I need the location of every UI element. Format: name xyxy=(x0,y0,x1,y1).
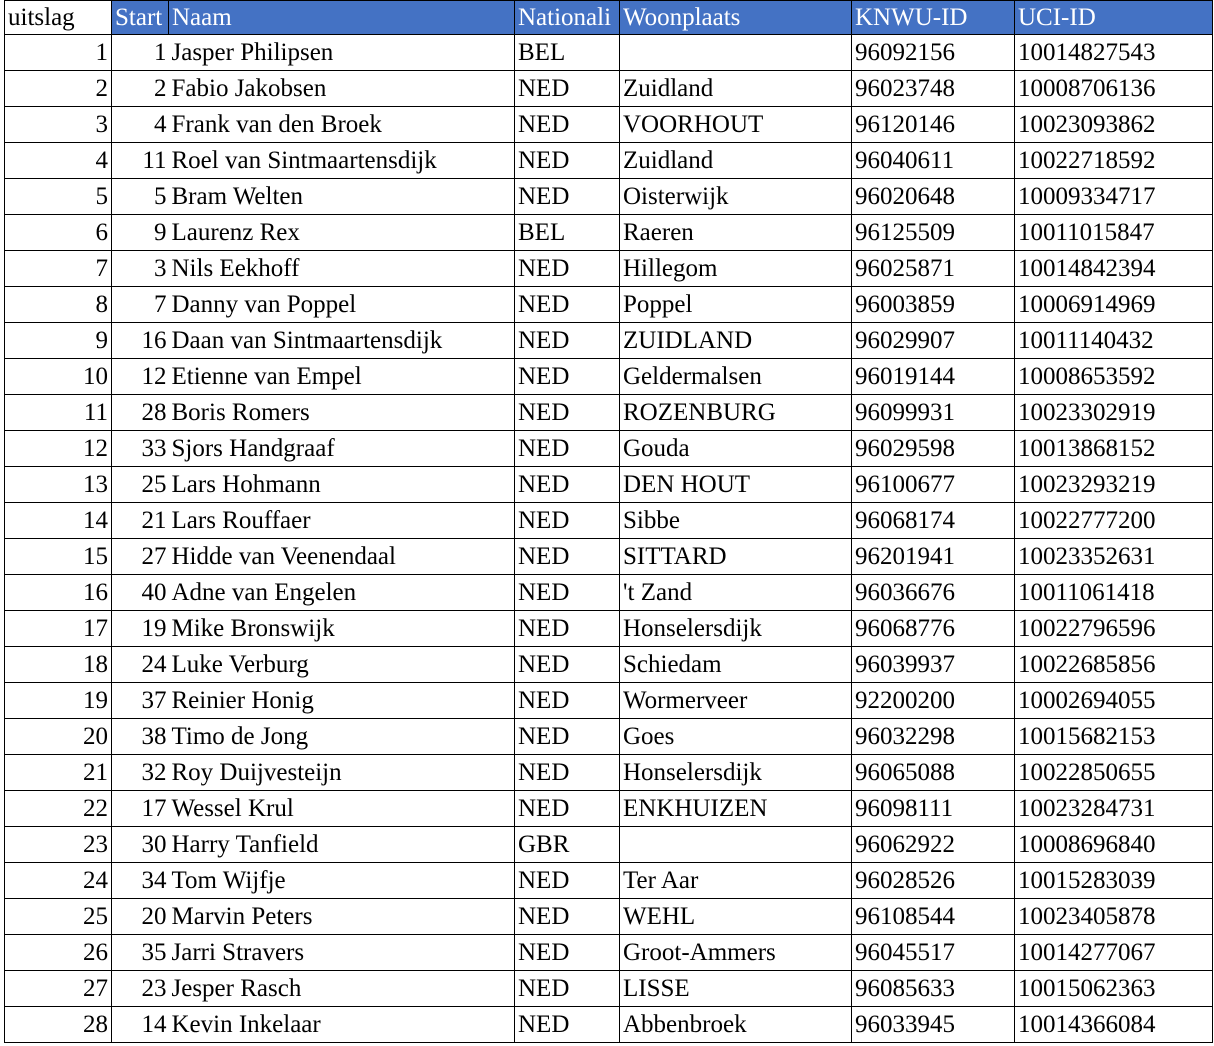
cell-uci-id[interactable]: 10023093862 xyxy=(1015,107,1213,143)
table-row xyxy=(5,71,1213,107)
cell-start[interactable]: 4 xyxy=(112,107,169,143)
cell-uitslag[interactable]: 25 xyxy=(5,899,112,935)
cell-woonplaats[interactable]: Sibbe xyxy=(620,503,852,539)
cell-uci-id[interactable]: 10015283039 xyxy=(1015,863,1213,899)
cell-start[interactable]: 24 xyxy=(112,647,169,683)
table-row xyxy=(5,1007,1213,1043)
cell-woonplaats[interactable]: ZUIDLAND xyxy=(620,323,852,359)
cell-nationaliteit[interactable]: NED xyxy=(515,971,620,1007)
table-row xyxy=(5,683,1213,719)
cell-uitslag[interactable]: 3 xyxy=(5,107,112,143)
cell-knwu-id[interactable]: 96108544 xyxy=(852,899,1015,935)
cell-knwu-id[interactable]: 96039937 xyxy=(852,647,1015,683)
cell-nationaliteit[interactable]: NED xyxy=(515,539,620,575)
cell-uitslag[interactable]: 12 xyxy=(5,431,112,467)
cell-woonplaats[interactable]: Oisterwijk xyxy=(620,179,852,215)
cell-uci-id[interactable]: 10022796596 xyxy=(1015,611,1213,647)
cell-naam[interactable]: Jesper Rasch xyxy=(169,971,515,1007)
cell-uitslag[interactable]: 17 xyxy=(5,611,112,647)
cell-uci-id[interactable]: 10009334717 xyxy=(1015,179,1213,215)
cell-uitslag[interactable]: 22 xyxy=(5,791,112,827)
cell-knwu-id[interactable]: 96100677 xyxy=(852,467,1015,503)
cell-uci-id[interactable]: 10015062363 xyxy=(1015,971,1213,1007)
cell-uci-id[interactable]: 10015682153 xyxy=(1015,719,1213,755)
cell-nationaliteit[interactable]: NED xyxy=(515,143,620,179)
cell-uitslag[interactable]: 14 xyxy=(5,503,112,539)
cell-woonplaats[interactable]: Gouda xyxy=(620,431,852,467)
cell-uci-id[interactable]: 10022777200 xyxy=(1015,503,1213,539)
cell-woonplaats[interactable] xyxy=(620,827,852,863)
cell-woonplaats[interactable]: ENKHUIZEN xyxy=(620,791,852,827)
cell-nationaliteit[interactable]: NED xyxy=(515,755,620,791)
cell-naam[interactable]: Frank van den Broek xyxy=(169,107,515,143)
cell-start[interactable]: 19 xyxy=(112,611,169,647)
cell-naam[interactable]: Roy Duijvesteijn xyxy=(169,755,515,791)
cell-nationaliteit[interactable]: NED xyxy=(515,1007,620,1043)
cell-start[interactable]: 34 xyxy=(112,863,169,899)
cell-knwu-id[interactable]: 96068776 xyxy=(852,611,1015,647)
cell-start[interactable]: 23 xyxy=(112,971,169,1007)
cell-knwu-id[interactable]: 96120146 xyxy=(852,107,1015,143)
cell-naam[interactable]: Hidde van Veenendaal xyxy=(169,539,515,575)
cell-uci-id[interactable]: 10008706136 xyxy=(1015,71,1213,107)
cell-uitslag[interactable]: 6 xyxy=(5,215,112,251)
cell-knwu-id[interactable]: 96099931 xyxy=(852,395,1015,431)
cell-uitslag[interactable]: 20 xyxy=(5,719,112,755)
cell-knwu-id[interactable]: 96040611 xyxy=(852,143,1015,179)
cell-nationaliteit[interactable]: NED xyxy=(515,359,620,395)
cell-naam[interactable]: Marvin Peters xyxy=(169,899,515,935)
cell-woonplaats[interactable]: Goes xyxy=(620,719,852,755)
cell-woonplaats[interactable]: Abbenbroek xyxy=(620,1007,852,1043)
table-row xyxy=(5,899,1213,935)
cell-uci-id[interactable]: 10014366084 xyxy=(1015,1007,1213,1043)
cell-naam[interactable]: Adne van Engelen xyxy=(169,575,515,611)
cell-uci-id[interactable]: 10023284731 xyxy=(1015,791,1213,827)
cell-start[interactable]: 2 xyxy=(112,71,169,107)
cell-knwu-id[interactable]: 96019144 xyxy=(852,359,1015,395)
cell-start[interactable]: 37 xyxy=(112,683,169,719)
cell-woonplaats[interactable]: DEN HOUT xyxy=(620,467,852,503)
cell-nationaliteit[interactable]: BEL xyxy=(515,215,620,251)
table-row xyxy=(5,395,1213,431)
cell-knwu-id[interactable]: 92200200 xyxy=(852,683,1015,719)
cell-nationaliteit[interactable]: NED xyxy=(515,683,620,719)
cell-uci-id[interactable]: 10023293219 xyxy=(1015,467,1213,503)
cell-woonplaats[interactable]: ROZENBURG xyxy=(620,395,852,431)
cell-nationaliteit[interactable]: NED xyxy=(515,107,620,143)
cell-nationaliteit[interactable]: NED xyxy=(515,431,620,467)
cell-start[interactable]: 33 xyxy=(112,431,169,467)
table-row xyxy=(5,575,1213,611)
table-row xyxy=(5,827,1213,863)
table-row xyxy=(5,935,1213,971)
table-row xyxy=(5,359,1213,395)
cell-woonplaats[interactable] xyxy=(620,35,852,71)
cell-naam[interactable]: Luke Verburg xyxy=(169,647,515,683)
cell-knwu-id[interactable]: 96028526 xyxy=(852,863,1015,899)
cell-uitslag[interactable]: 21 xyxy=(5,755,112,791)
cell-knwu-id[interactable]: 96033945 xyxy=(852,1007,1015,1043)
cell-start[interactable]: 14 xyxy=(112,1007,169,1043)
cell-uitslag[interactable]: 5 xyxy=(5,179,112,215)
cell-nationaliteit[interactable]: NED xyxy=(515,71,620,107)
cell-naam[interactable]: Jarri Stravers xyxy=(169,935,515,971)
table-row xyxy=(5,107,1213,143)
cell-uitslag[interactable]: 4 xyxy=(5,143,112,179)
cell-nationaliteit[interactable]: NED xyxy=(515,899,620,935)
cell-knwu-id[interactable]: 96025871 xyxy=(852,251,1015,287)
table-row xyxy=(5,971,1213,1007)
table-row xyxy=(5,251,1213,287)
cell-naam[interactable]: Etienne van Empel xyxy=(169,359,515,395)
cell-start[interactable]: 25 xyxy=(112,467,169,503)
cell-start[interactable]: 17 xyxy=(112,791,169,827)
cell-start[interactable]: 40 xyxy=(112,575,169,611)
cell-nationaliteit[interactable]: BEL xyxy=(515,35,620,71)
header-knwu-id[interactable]: KNWU-ID xyxy=(852,1,1015,35)
cell-nationaliteit[interactable]: NED xyxy=(515,935,620,971)
cell-start[interactable]: 28 xyxy=(112,395,169,431)
header-start[interactable]: Start xyxy=(112,1,169,35)
cell-woonplaats[interactable]: Poppel xyxy=(620,287,852,323)
cell-naam[interactable]: Timo de Jong xyxy=(169,719,515,755)
cell-naam[interactable]: Roel van Sintmaartensdijk xyxy=(169,143,515,179)
cell-knwu-id[interactable]: 96036676 xyxy=(852,575,1015,611)
cell-naam[interactable]: Lars Rouffaer xyxy=(169,503,515,539)
cell-uci-id[interactable]: 10008696840 xyxy=(1015,827,1213,863)
cell-uci-id[interactable]: 10011015847 xyxy=(1015,215,1213,251)
cell-woonplaats[interactable]: Wormerveer xyxy=(620,683,852,719)
cell-uitslag[interactable]: 28 xyxy=(5,1007,112,1043)
header-woonplaats[interactable]: Woonplaats xyxy=(620,1,852,35)
cell-uitslag[interactable]: 15 xyxy=(5,539,112,575)
cell-nationaliteit[interactable]: NED xyxy=(515,323,620,359)
cell-naam[interactable]: Boris Romers xyxy=(169,395,515,431)
cell-naam[interactable]: Sjors Handgraaf xyxy=(169,431,515,467)
cell-start[interactable]: 20 xyxy=(112,899,169,935)
cell-uitslag[interactable]: 2 xyxy=(5,71,112,107)
cell-uitslag[interactable]: 26 xyxy=(5,935,112,971)
cell-naam[interactable]: Wessel Krul xyxy=(169,791,515,827)
cell-nationaliteit[interactable]: NED xyxy=(515,395,620,431)
table-row xyxy=(5,863,1213,899)
cell-uci-id[interactable]: 10006914969 xyxy=(1015,287,1213,323)
cell-woonplaats[interactable]: Hillegom xyxy=(620,251,852,287)
cell-start[interactable]: 27 xyxy=(112,539,169,575)
cell-woonplaats[interactable]: Raeren xyxy=(620,215,852,251)
cell-naam[interactable]: Mike Bronswijk xyxy=(169,611,515,647)
cell-naam[interactable]: Fabio Jakobsen xyxy=(169,71,515,107)
cell-knwu-id[interactable]: 96020648 xyxy=(852,179,1015,215)
cell-uitslag[interactable]: 11 xyxy=(5,395,112,431)
table-row xyxy=(5,791,1213,827)
cell-uitslag[interactable]: 23 xyxy=(5,827,112,863)
cell-naam[interactable]: Bram Welten xyxy=(169,179,515,215)
cell-uci-id[interactable]: 10014827543 xyxy=(1015,35,1213,71)
cell-woonplaats[interactable]: Schiedam xyxy=(620,647,852,683)
cell-start[interactable]: 35 xyxy=(112,935,169,971)
cell-nationaliteit[interactable]: NED xyxy=(515,863,620,899)
cell-uci-id[interactable]: 10008653592 xyxy=(1015,359,1213,395)
cell-start[interactable]: 30 xyxy=(112,827,169,863)
cell-uci-id[interactable]: 10014277067 xyxy=(1015,935,1213,971)
cell-woonplaats[interactable]: 't Zand xyxy=(620,575,852,611)
cell-knwu-id[interactable]: 96068174 xyxy=(852,503,1015,539)
cell-uitslag[interactable]: 9 xyxy=(5,323,112,359)
cell-naam[interactable]: Lars Hohmann xyxy=(169,467,515,503)
cell-uitslag[interactable]: 18 xyxy=(5,647,112,683)
cell-start[interactable]: 7 xyxy=(112,287,169,323)
cell-knwu-id[interactable]: 96125509 xyxy=(852,215,1015,251)
cell-knwu-id[interactable]: 96085633 xyxy=(852,971,1015,1007)
cell-uci-id[interactable]: 10023302919 xyxy=(1015,395,1213,431)
cell-start[interactable]: 32 xyxy=(112,755,169,791)
cell-knwu-id[interactable]: 96065088 xyxy=(852,755,1015,791)
cell-naam[interactable]: Kevin Inkelaar xyxy=(169,1007,515,1043)
cell-nationaliteit[interactable]: NED xyxy=(515,287,620,323)
table-row xyxy=(5,539,1213,575)
cell-woonplaats[interactable]: Honselersdijk xyxy=(620,755,852,791)
cell-woonplaats[interactable]: Ter Aar xyxy=(620,863,852,899)
cell-uitslag[interactable]: 16 xyxy=(5,575,112,611)
cell-nationaliteit[interactable]: NED xyxy=(515,647,620,683)
cell-naam[interactable]: Laurenz Rex xyxy=(169,215,515,251)
cell-woonplaats[interactable]: SITTARD xyxy=(620,539,852,575)
table-row xyxy=(5,611,1213,647)
cell-woonplaats[interactable]: Geldermalsen xyxy=(620,359,852,395)
cell-start[interactable]: 9 xyxy=(112,215,169,251)
cell-woonplaats[interactable]: VOORHOUT xyxy=(620,107,852,143)
cell-knwu-id[interactable]: 96032298 xyxy=(852,719,1015,755)
cell-knwu-id[interactable]: 96023748 xyxy=(852,71,1015,107)
header-row xyxy=(5,1,1213,35)
table-row xyxy=(5,503,1213,539)
table-row xyxy=(5,323,1213,359)
cell-nationaliteit[interactable]: GBR xyxy=(515,827,620,863)
cell-knwu-id[interactable]: 96029907 xyxy=(852,323,1015,359)
header-naam[interactable]: Naam xyxy=(169,1,515,35)
cell-nationaliteit[interactable]: NED xyxy=(515,467,620,503)
table-row xyxy=(5,35,1213,71)
cell-naam[interactable]: Harry Tanfield xyxy=(169,827,515,863)
cell-uci-id[interactable]: 10002694055 xyxy=(1015,683,1213,719)
cell-uci-id[interactable]: 10023405878 xyxy=(1015,899,1213,935)
cell-uitslag[interactable]: 19 xyxy=(5,683,112,719)
table-row xyxy=(5,467,1213,503)
cell-uitslag[interactable]: 24 xyxy=(5,863,112,899)
cell-nationaliteit[interactable]: NED xyxy=(515,503,620,539)
cell-naam[interactable]: Daan van Sintmaartensdijk xyxy=(169,323,515,359)
cell-knwu-id[interactable]: 96003859 xyxy=(852,287,1015,323)
cell-uitslag[interactable]: 7 xyxy=(5,251,112,287)
cell-knwu-id[interactable]: 96092156 xyxy=(852,35,1015,71)
cell-naam[interactable]: Danny van Poppel xyxy=(169,287,515,323)
cell-start[interactable]: 21 xyxy=(112,503,169,539)
cell-start[interactable]: 16 xyxy=(112,323,169,359)
cell-knwu-id[interactable]: 96201941 xyxy=(852,539,1015,575)
table-row xyxy=(5,719,1213,755)
table-row xyxy=(5,755,1213,791)
cell-nationaliteit[interactable]: NED xyxy=(515,791,620,827)
cell-start[interactable]: 5 xyxy=(112,179,169,215)
cell-start[interactable]: 1 xyxy=(112,35,169,71)
cell-woonplaats[interactable]: Honselersdijk xyxy=(620,611,852,647)
cell-uci-id[interactable]: 10022685856 xyxy=(1015,647,1213,683)
cell-uci-id[interactable]: 10022718592 xyxy=(1015,143,1213,179)
cell-naam[interactable]: Jasper Philipsen xyxy=(169,35,515,71)
cell-knwu-id[interactable]: 96062922 xyxy=(852,827,1015,863)
cell-knwu-id[interactable]: 96045517 xyxy=(852,935,1015,971)
table-row xyxy=(5,179,1213,215)
cell-uci-id[interactable]: 10011140432 xyxy=(1015,323,1213,359)
cell-start[interactable]: 38 xyxy=(112,719,169,755)
cell-nationaliteit[interactable]: NED xyxy=(515,719,620,755)
cell-uitslag[interactable]: 1 xyxy=(5,35,112,71)
cell-uci-id[interactable]: 10011061418 xyxy=(1015,575,1213,611)
cell-woonplaats[interactable]: Groot-Ammers xyxy=(620,935,852,971)
cell-naam[interactable]: Reinier Honig xyxy=(169,683,515,719)
results-table xyxy=(4,0,1213,1043)
cell-naam[interactable]: Nils Eekhoff xyxy=(169,251,515,287)
cell-naam[interactable]: Tom Wijfje xyxy=(169,863,515,899)
cell-uci-id[interactable]: 10023352631 xyxy=(1015,539,1213,575)
cell-nationaliteit[interactable]: NED xyxy=(515,251,620,287)
cell-start[interactable]: 12 xyxy=(112,359,169,395)
cell-start[interactable]: 11 xyxy=(112,143,169,179)
cell-knwu-id[interactable]: 96098111 xyxy=(852,791,1015,827)
cell-uci-id[interactable]: 10014842394 xyxy=(1015,251,1213,287)
cell-uitslag[interactable]: 27 xyxy=(5,971,112,1007)
cell-uitslag[interactable]: 10 xyxy=(5,359,112,395)
cell-woonplaats[interactable]: WEHL xyxy=(620,899,852,935)
cell-woonplaats[interactable]: LISSE xyxy=(620,971,852,1007)
table-row xyxy=(5,143,1213,179)
cell-uitslag[interactable]: 13 xyxy=(5,467,112,503)
table-row xyxy=(5,215,1213,251)
cell-uitslag[interactable]: 8 xyxy=(5,287,112,323)
table-row xyxy=(5,647,1213,683)
table-row xyxy=(5,431,1213,467)
cell-uci-id[interactable]: 10022850655 xyxy=(1015,755,1213,791)
table-row xyxy=(5,287,1213,323)
cell-woonplaats[interactable]: Zuidland xyxy=(620,143,852,179)
header-nationaliteit[interactable]: Nationali xyxy=(515,1,620,35)
cell-nationaliteit[interactable]: NED xyxy=(515,179,620,215)
table-body xyxy=(5,35,1213,1043)
cell-uci-id[interactable]: 10013868152 xyxy=(1015,431,1213,467)
cell-nationaliteit[interactable]: NED xyxy=(515,575,620,611)
header-uci-id[interactable]: UCI-ID xyxy=(1015,1,1213,35)
cell-woonplaats[interactable]: Zuidland xyxy=(620,71,852,107)
cell-knwu-id[interactable]: 96029598 xyxy=(852,431,1015,467)
cell-nationaliteit[interactable]: NED xyxy=(515,611,620,647)
cell-start[interactable]: 3 xyxy=(112,251,169,287)
header-uitslag[interactable]: uitslag xyxy=(5,1,112,35)
